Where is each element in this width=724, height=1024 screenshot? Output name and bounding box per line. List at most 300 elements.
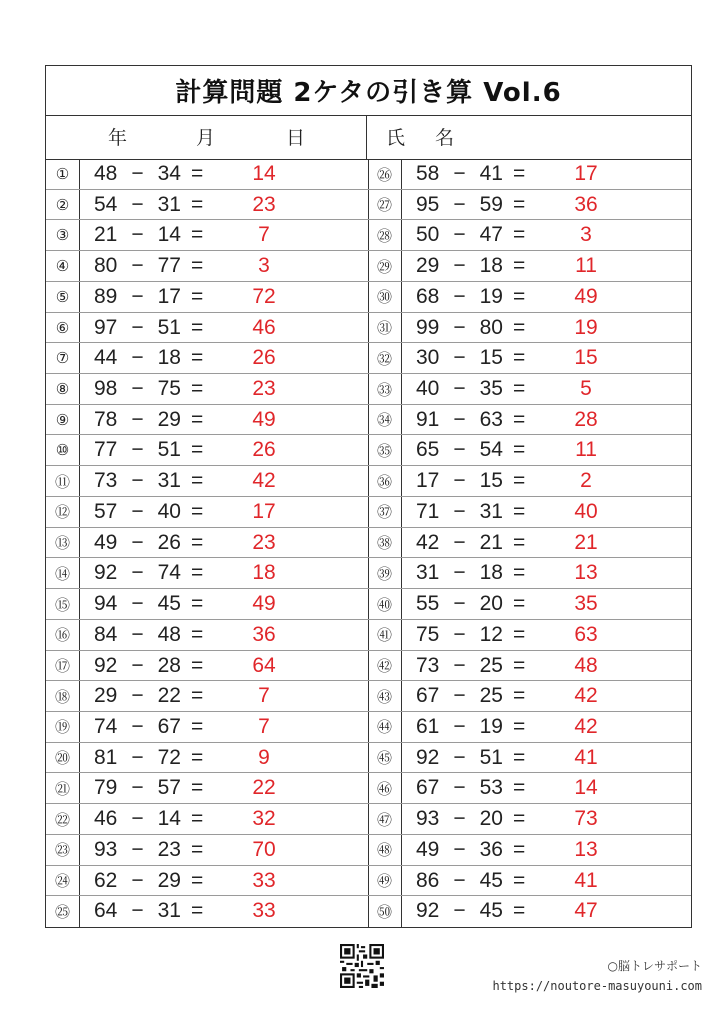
minus-sign: −: [453, 254, 466, 278]
minus-sign: −: [131, 653, 144, 677]
problem-number: ㉑: [54, 779, 70, 798]
answer: 42: [574, 714, 598, 738]
answer: 49: [252, 407, 276, 431]
problem-row: [46, 804, 368, 835]
answer: 26: [252, 346, 276, 370]
minuend: 54: [94, 192, 118, 216]
problem-row: [368, 835, 691, 866]
problem-row: [368, 589, 691, 620]
minus-sign: −: [453, 438, 466, 462]
problem-number: ⑪: [54, 472, 70, 491]
problem-number: ㊽: [376, 841, 392, 860]
subtrahend: 15: [479, 346, 503, 370]
problem-number: ㉚: [376, 288, 392, 307]
problem-expression: [416, 313, 525, 343]
problem-expression: [94, 466, 203, 496]
qr-code-icon: [340, 944, 384, 988]
minus-sign: −: [131, 837, 144, 861]
answer: 26: [252, 438, 276, 462]
problem-number: ③: [55, 226, 70, 245]
minuend: 49: [416, 837, 440, 861]
problem-expression: [94, 374, 203, 404]
equals-sign: =: [512, 407, 526, 431]
subtrahend: 29: [157, 868, 181, 892]
minus-sign: −: [453, 530, 466, 554]
problem-expression: [416, 435, 525, 465]
equals-sign: =: [190, 714, 204, 738]
problem-expression: [94, 282, 203, 312]
equals-sign: =: [512, 745, 526, 769]
subtrahend: 18: [479, 254, 503, 278]
problem-row: [368, 558, 691, 589]
equals-sign: =: [512, 284, 526, 308]
problem-expression: [416, 681, 525, 711]
subtrahend: 59: [479, 192, 503, 216]
equals-sign: =: [512, 162, 526, 185]
problem-expression: [94, 835, 203, 865]
minuend: 77: [94, 438, 118, 462]
minus-sign: −: [453, 469, 466, 493]
minuend: 50: [416, 223, 440, 247]
answer: 3: [258, 254, 270, 278]
answer: 48: [574, 653, 598, 677]
problem-number: ㊻: [376, 779, 392, 798]
minuend: 99: [416, 315, 440, 339]
problem-number: ㊸: [376, 687, 392, 706]
problem-number: ⑯: [54, 626, 70, 645]
minuend: 67: [416, 776, 440, 800]
subtrahend: 45: [479, 899, 503, 923]
problem-row: [46, 159, 368, 190]
problem-row: [46, 651, 368, 682]
problem-expression: [416, 466, 525, 496]
equals-sign: =: [190, 684, 204, 708]
subtrahend: 45: [157, 592, 181, 616]
problem-row: [46, 497, 368, 528]
minus-sign: −: [131, 223, 144, 247]
minuend: 80: [94, 254, 118, 278]
problem-row: [46, 896, 368, 927]
minus-sign: −: [131, 622, 144, 646]
problem-expression: [94, 190, 203, 220]
minuend: 75: [416, 622, 440, 646]
minus-sign: −: [131, 346, 144, 370]
site-url[interactable]: https://noutore-masuyouni.com: [492, 979, 702, 993]
equals-sign: =: [190, 192, 204, 216]
minus-sign: −: [453, 162, 466, 185]
answer: 70: [252, 837, 276, 861]
problem-number: ㉛: [376, 319, 392, 338]
subtrahend: 31: [157, 469, 181, 493]
answer: 21: [574, 530, 598, 554]
minus-sign: −: [131, 561, 144, 585]
equals-sign: =: [512, 346, 526, 370]
problem-number: ㉗: [376, 196, 392, 215]
problem-expression: [94, 497, 203, 527]
equals-sign: =: [512, 499, 526, 523]
equals-sign: =: [512, 684, 526, 708]
minuend: 78: [94, 407, 118, 431]
answer: 72: [252, 284, 276, 308]
equals-sign: =: [190, 346, 204, 370]
day-label: 日: [286, 127, 306, 149]
problem-number: ⑫: [54, 503, 70, 522]
subtrahend: 18: [157, 346, 181, 370]
problem-number: ㉞: [376, 411, 392, 430]
minus-sign: −: [131, 592, 144, 616]
minus-sign: −: [453, 684, 466, 708]
problem-number: ㊵: [376, 595, 392, 614]
equals-sign: =: [512, 807, 526, 831]
answer: 15: [574, 346, 598, 370]
subtrahend: 34: [157, 162, 181, 185]
problem-expression: [416, 743, 525, 773]
subtrahend: 67: [157, 714, 181, 738]
problem-expression: [94, 681, 203, 711]
minuend: 48: [94, 162, 118, 185]
subtrahend: 40: [157, 499, 181, 523]
problem-number: ㉖: [376, 165, 392, 184]
answer: 22: [252, 776, 276, 800]
answer: 64: [252, 653, 276, 677]
problem-number: ㉓: [54, 841, 70, 860]
problem-number: ⑦: [55, 349, 70, 368]
answer: 3: [580, 223, 592, 247]
equals-sign: =: [190, 653, 204, 677]
subtrahend: 25: [479, 684, 503, 708]
minus-sign: −: [453, 653, 466, 677]
problem-expression: [94, 558, 203, 588]
problem-expression: [94, 313, 203, 343]
problem-number: ㊲: [376, 503, 392, 522]
problem-number: ㊷: [376, 657, 392, 676]
subtrahend: 53: [479, 776, 503, 800]
problem-row: [368, 712, 691, 743]
minus-sign: −: [453, 377, 466, 401]
equals-sign: =: [512, 377, 526, 401]
problem-row: [46, 313, 368, 344]
problem-row: [368, 528, 691, 559]
problem-number: ⑱: [54, 687, 70, 706]
answer: 49: [252, 592, 276, 616]
problem-row: [368, 343, 691, 374]
minus-sign: −: [131, 315, 144, 339]
problem-expression: [416, 497, 525, 527]
minus-sign: −: [131, 407, 144, 431]
minuend: 64: [94, 899, 118, 923]
problem-row: [368, 743, 691, 774]
problem-expression: [416, 896, 525, 926]
problem-expression: [94, 159, 203, 189]
equals-sign: =: [512, 561, 526, 585]
equals-sign: =: [190, 592, 204, 616]
minus-sign: −: [453, 223, 466, 247]
subtrahend: 48: [157, 622, 181, 646]
minuend: 97: [94, 315, 118, 339]
problem-row: [368, 896, 691, 927]
subtrahend: 72: [157, 745, 181, 769]
problem-number: ⑲: [54, 718, 70, 737]
name-label: 氏 名: [386, 127, 467, 149]
minuend: 92: [94, 653, 118, 677]
subtrahend: 23: [157, 837, 181, 861]
minus-sign: −: [453, 868, 466, 892]
subtrahend: 51: [157, 315, 181, 339]
answer: 18: [252, 561, 276, 585]
minuend: 31: [416, 561, 440, 585]
problem-expression: [416, 159, 525, 189]
problem-expression: [416, 835, 525, 865]
minuend: 91: [416, 407, 440, 431]
minus-sign: −: [453, 807, 466, 831]
subtrahend: 63: [479, 407, 503, 431]
problem-expression: [94, 589, 203, 619]
answer: 13: [574, 561, 598, 585]
answer: 13: [574, 837, 598, 861]
problem-row: [46, 835, 368, 866]
answer: 63: [574, 622, 598, 646]
subtrahend: 31: [157, 899, 181, 923]
equals-sign: =: [190, 254, 204, 278]
answer: 7: [258, 714, 270, 738]
problem-number: ㉕: [54, 902, 70, 921]
problem-row: [368, 773, 691, 804]
problem-expression: [416, 282, 525, 312]
minus-sign: −: [131, 807, 144, 831]
problem-row: [46, 743, 368, 774]
equals-sign: =: [512, 469, 526, 493]
equals-sign: =: [512, 438, 526, 462]
minuend: 93: [416, 807, 440, 831]
problem-number: ⑳: [54, 749, 70, 768]
minus-sign: −: [131, 776, 144, 800]
answer: 46: [252, 315, 276, 339]
minuend: 65: [416, 438, 440, 462]
minus-sign: −: [131, 192, 144, 216]
minuend: 71: [416, 499, 440, 523]
minus-sign: −: [453, 561, 466, 585]
minuend: 40: [416, 377, 440, 401]
subtrahend: 20: [479, 592, 503, 616]
problem-row: [368, 159, 691, 190]
problem-row: [368, 681, 691, 712]
problem-row: [368, 435, 691, 466]
minuend: 44: [94, 346, 118, 370]
problem-expression: [94, 620, 203, 650]
equals-sign: =: [512, 530, 526, 554]
subtrahend: 35: [479, 377, 503, 401]
problem-expression: [416, 651, 525, 681]
minuend: 29: [94, 684, 118, 708]
minus-sign: −: [131, 284, 144, 308]
subtrahend: 28: [157, 653, 181, 677]
minuend: 92: [94, 561, 118, 585]
subtrahend: 20: [479, 807, 503, 831]
subtrahend: 74: [157, 561, 181, 585]
subtrahend: 14: [157, 223, 181, 247]
problem-expression: [94, 743, 203, 773]
problem-number: ㉝: [376, 380, 392, 399]
subtrahend: 77: [157, 254, 181, 278]
equals-sign: =: [190, 162, 204, 185]
problem-number: ⑥: [55, 318, 70, 337]
problem-number: ㊾: [376, 872, 392, 891]
problem-row: [368, 466, 691, 497]
problem-row: [368, 374, 691, 405]
problem-row: [368, 313, 691, 344]
problem-row: [46, 681, 368, 712]
problem-number: ④: [55, 257, 70, 276]
minuend: 89: [94, 284, 118, 308]
minuend: 74: [94, 714, 118, 738]
problem-row: [46, 620, 368, 651]
equals-sign: =: [190, 622, 204, 646]
subtrahend: 31: [479, 499, 503, 523]
problem-row: [46, 190, 368, 221]
minus-sign: −: [131, 254, 144, 278]
answer: 11: [575, 254, 597, 278]
problem-row: [368, 405, 691, 436]
answer: 23: [252, 530, 276, 554]
minuend: 73: [416, 653, 440, 677]
problem-expression: [94, 896, 203, 926]
minuend: 57: [94, 499, 118, 523]
minus-sign: −: [453, 315, 466, 339]
minuend: 81: [94, 745, 118, 769]
equals-sign: =: [190, 499, 204, 523]
problem-row: [46, 528, 368, 559]
answer: 35: [574, 592, 598, 616]
equals-sign: =: [190, 745, 204, 769]
problem-expression: [94, 804, 203, 834]
equals-sign: =: [190, 807, 204, 831]
equals-sign: =: [512, 592, 526, 616]
minuend: 94: [94, 592, 118, 616]
answer: 32: [252, 807, 276, 831]
problem-expression: [416, 343, 525, 373]
month-label: 月: [196, 127, 216, 149]
problem-number: ②: [55, 195, 70, 214]
minus-sign: −: [131, 714, 144, 738]
problem-expression: [416, 220, 525, 250]
minuend: 42: [416, 530, 440, 554]
minus-sign: −: [131, 162, 144, 185]
equals-sign: =: [190, 530, 204, 554]
problem-row: [368, 804, 691, 835]
minus-sign: −: [131, 745, 144, 769]
problem-row: [368, 866, 691, 897]
equals-sign: =: [190, 561, 204, 585]
equals-sign: =: [190, 223, 204, 247]
problem-row: [46, 558, 368, 589]
problem-expression: [416, 251, 525, 281]
minus-sign: −: [453, 622, 466, 646]
minus-sign: −: [131, 377, 144, 401]
equals-sign: =: [512, 714, 526, 738]
minuend: 61: [416, 714, 440, 738]
subtrahend: 14: [157, 807, 181, 831]
problem-expression: [94, 343, 203, 373]
answer: 41: [574, 868, 598, 892]
problem-number: ㊹: [376, 718, 392, 737]
minuend: 73: [94, 469, 118, 493]
equals-sign: =: [190, 868, 204, 892]
subtrahend: 18: [479, 561, 503, 585]
problem-expression: [416, 589, 525, 619]
answer: 2: [580, 469, 592, 493]
problem-row: [368, 190, 691, 221]
problem-row: [368, 497, 691, 528]
equals-sign: =: [512, 899, 526, 923]
problem-expression: [94, 435, 203, 465]
answer: 7: [258, 223, 270, 247]
minuend: 21: [94, 223, 118, 247]
problem-expression: [94, 220, 203, 250]
minuend: 17: [416, 469, 440, 493]
answer: 28: [574, 407, 598, 431]
answer: 14: [574, 776, 598, 800]
problem-number: ㉟: [376, 441, 392, 460]
problem-number: ㊳: [376, 534, 392, 553]
problem-row: [368, 282, 691, 313]
minuend: 93: [94, 837, 118, 861]
answer: 14: [252, 162, 276, 185]
equals-sign: =: [512, 776, 526, 800]
minus-sign: −: [453, 837, 466, 861]
problem-number: ㊺: [376, 749, 392, 768]
answer: 7: [258, 684, 270, 708]
problem-number: ⑨: [55, 410, 70, 429]
equals-sign: =: [512, 622, 526, 646]
minuend: 68: [416, 284, 440, 308]
minus-sign: −: [453, 899, 466, 923]
minuend: 46: [94, 807, 118, 831]
equals-sign: =: [512, 315, 526, 339]
minuend: 86: [416, 868, 440, 892]
minus-sign: −: [131, 868, 144, 892]
subtrahend: 47: [479, 223, 503, 247]
minus-sign: −: [453, 592, 466, 616]
subtrahend: 51: [157, 438, 181, 462]
minus-sign: −: [131, 530, 144, 554]
date-field[interactable]: [46, 115, 367, 159]
minus-sign: −: [453, 714, 466, 738]
problem-row: [368, 251, 691, 282]
problem-expression: [94, 528, 203, 558]
subtrahend: 19: [479, 714, 503, 738]
problem-number: ⑧: [55, 380, 70, 399]
minus-sign: −: [453, 192, 466, 216]
problem-number: ①: [55, 165, 70, 183]
equals-sign: =: [190, 377, 204, 401]
problem-expression: [94, 651, 203, 681]
equals-sign: =: [190, 438, 204, 462]
equals-sign: =: [190, 407, 204, 431]
minuend: 95: [416, 192, 440, 216]
problem-row: [46, 343, 368, 374]
subtrahend: 80: [479, 315, 503, 339]
problem-row: [46, 866, 368, 897]
equals-sign: =: [512, 223, 526, 247]
minus-sign: −: [453, 346, 466, 370]
subtrahend: 57: [157, 776, 181, 800]
problem-number: ⑭: [54, 564, 70, 583]
problem-row: [46, 773, 368, 804]
subtrahend: 45: [479, 868, 503, 892]
problem-row: [46, 589, 368, 620]
subtrahend: 36: [479, 837, 503, 861]
subtrahend: 15: [479, 469, 503, 493]
